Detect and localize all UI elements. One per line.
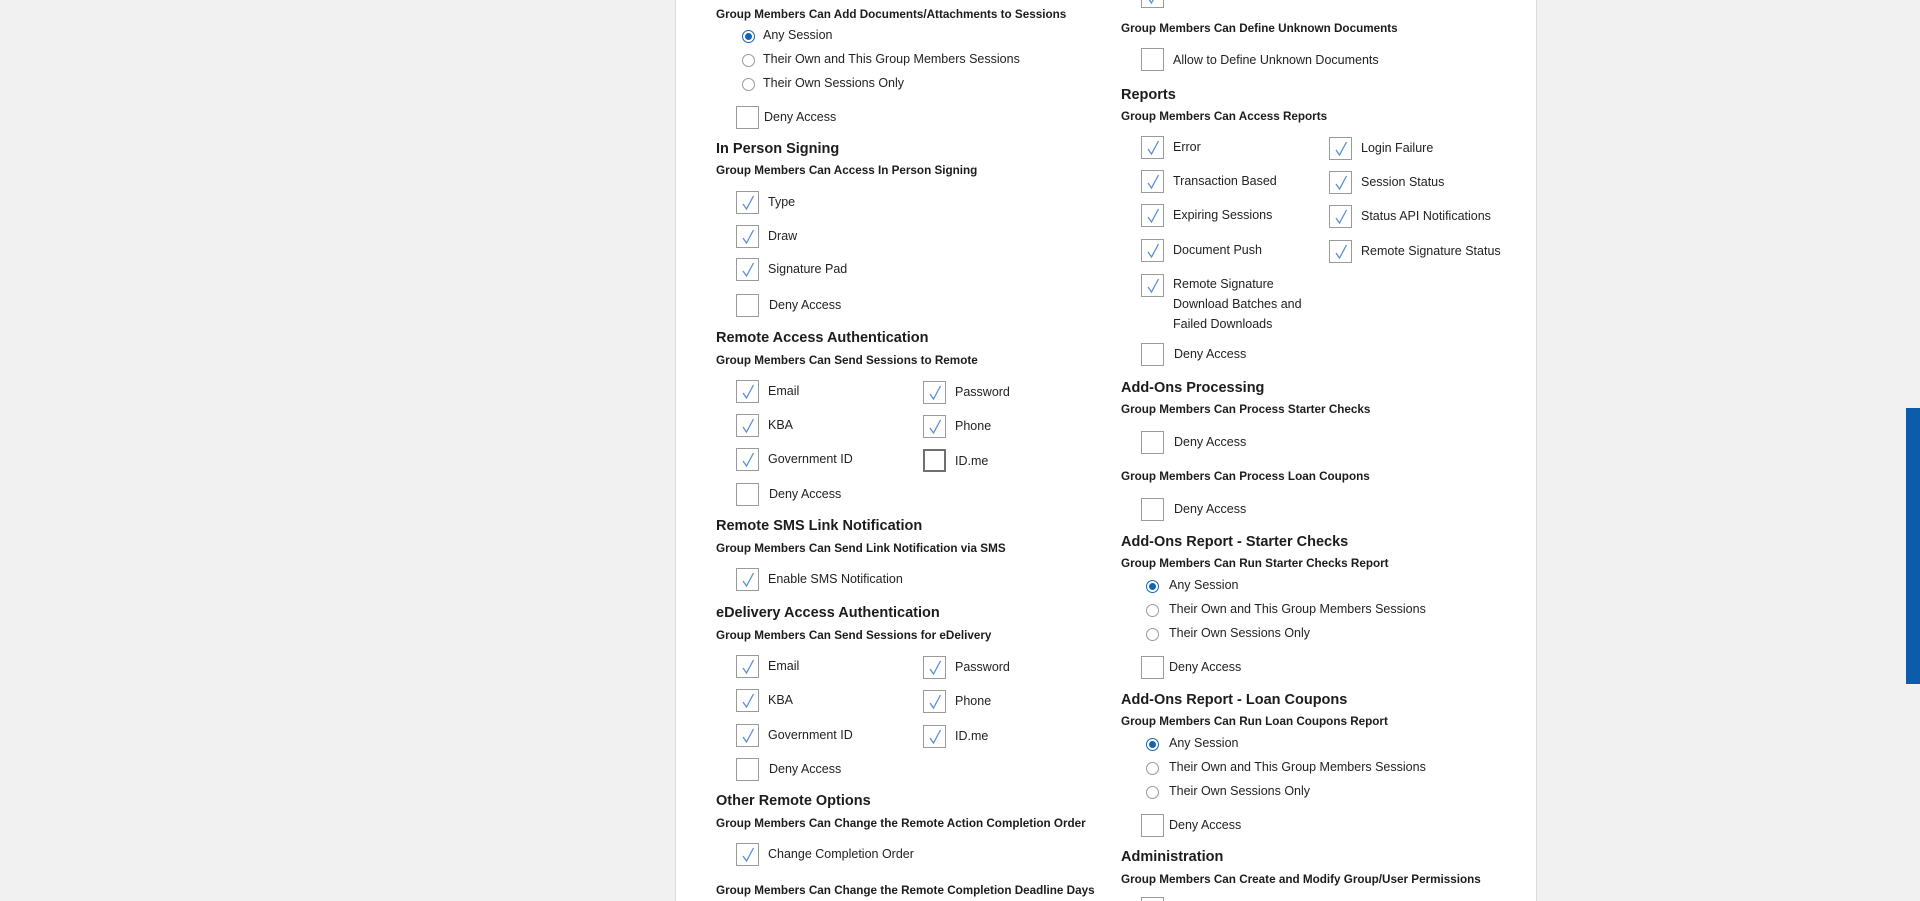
inperson-type-checkbox[interactable] — [736, 191, 759, 214]
checkmark-icon — [741, 659, 755, 675]
sms-heading: Remote SMS Link Notification — [716, 518, 923, 534]
edelivery-password-checkbox[interactable] — [923, 656, 946, 679]
checkmark-icon — [741, 452, 755, 468]
edelivery-email-label: Email — [768, 659, 800, 673]
remote-auth-government-id-label: Government ID — [768, 452, 853, 466]
checkmark-icon — [741, 728, 755, 744]
checkmark-icon — [741, 262, 755, 278]
starter-radio-any[interactable] — [1146, 580, 1159, 593]
checkmark-icon — [741, 847, 755, 863]
edelivery-kba-checkbox[interactable] — [736, 689, 759, 712]
checkmark-icon — [928, 729, 942, 745]
documents-deny-checkbox[interactable] — [736, 106, 759, 129]
remote-auth-government-id-checkbox[interactable] — [736, 448, 759, 471]
addons-starter-subheading: Group Members Can Process Starter Checks — [1121, 403, 1371, 416]
reports-deny-label: Deny Access — [1174, 347, 1247, 361]
inperson-signature-pad-checkbox[interactable] — [736, 258, 759, 281]
remote-auth-heading: Remote Access Authentication — [716, 330, 929, 346]
unknown-docs-checkbox[interactable] — [1141, 48, 1164, 71]
loan-radio-own[interactable] — [1146, 786, 1159, 799]
inperson-deny-checkbox[interactable] — [736, 294, 759, 317]
report-login-failure-label: Login Failure — [1361, 141, 1434, 155]
remote-auth-password-label: Password — [955, 385, 1010, 399]
reports-heading: Reports — [1121, 87, 1176, 103]
checkmark-icon — [928, 660, 942, 676]
checkmark-icon — [1334, 141, 1348, 157]
checkmark-icon — [1146, 174, 1160, 190]
report-status-api-checkbox[interactable] — [1329, 205, 1352, 228]
checkmark-icon — [1146, 278, 1160, 294]
edelivery-government-id-label: Government ID — [768, 728, 853, 742]
starter-radio-own-label: Their Own Sessions Only — [1169, 626, 1311, 640]
documents-radio-any[interactable] — [742, 30, 755, 43]
report-transaction-label: Transaction Based — [1173, 174, 1277, 188]
report-document-push-checkbox[interactable] — [1141, 239, 1164, 262]
remote-auth-password-checkbox[interactable] — [923, 381, 946, 404]
administration-partial-checkbox[interactable] — [1141, 897, 1164, 901]
remote-auth-phone-checkbox[interactable] — [923, 415, 946, 438]
remote-auth-kba-checkbox[interactable] — [736, 414, 759, 437]
loan-deny-checkbox[interactable] — [1141, 814, 1164, 837]
edelivery-government-id-checkbox[interactable] — [736, 724, 759, 747]
loan-deny-label: Deny Access — [1169, 818, 1242, 832]
report-error-checkbox[interactable] — [1141, 136, 1164, 159]
documents-radio-own-group[interactable] — [742, 54, 755, 67]
checkmark-icon — [1146, 140, 1160, 156]
other-remote-heading: Other Remote Options — [716, 793, 871, 809]
edelivery-kba-label: KBA — [768, 693, 794, 707]
change-completion-order-label: Change Completion Order — [768, 847, 914, 861]
inperson-draw-label: Draw — [768, 229, 798, 243]
unknown-docs-label: Allow to Define Unknown Documents — [1173, 53, 1379, 67]
documents-radio-own-label: Their Own Sessions Only — [763, 76, 905, 90]
sms-enable-checkbox[interactable] — [736, 568, 759, 591]
documents-radio-any-label: Any Session — [763, 28, 833, 42]
addons-processing-heading: Add-Ons Processing — [1121, 380, 1265, 396]
permissions-panel — [675, 0, 1537, 901]
checkmark-icon — [1146, 208, 1160, 224]
report-status-api-label: Status API Notifications — [1361, 209, 1491, 223]
change-completion-order-checkbox[interactable] — [736, 843, 759, 866]
report-session-status-checkbox[interactable] — [1329, 171, 1352, 194]
inperson-type-label: Type — [768, 195, 796, 209]
checkmark-icon — [928, 385, 942, 401]
checkmark-icon — [1146, 243, 1160, 259]
loan-radio-any[interactable] — [1146, 738, 1159, 751]
report-expiring-label: Expiring Sessions — [1173, 208, 1273, 222]
checkmark-icon — [741, 195, 755, 211]
starter-deny-label: Deny Access — [1169, 660, 1242, 674]
report-remote-signature-status-checkbox[interactable] — [1329, 240, 1352, 263]
reports-subheading: Group Members Can Access Reports — [1121, 110, 1328, 123]
edelivery-heading: eDelivery Access Authentication — [716, 605, 940, 621]
edelivery-idme-checkbox[interactable] — [923, 725, 946, 748]
remote-auth-deny-label: Deny Access — [769, 487, 842, 501]
checkmark-icon — [1334, 175, 1348, 191]
documents-subheading: Group Members Can Add Documents/Attachments to Sessions — [716, 8, 1067, 21]
addons-loan-deny-checkbox[interactable] — [1141, 498, 1164, 521]
addons-starter-deny-checkbox[interactable] — [1141, 431, 1164, 454]
starter-report-heading: Add-Ons Report - Starter Checks — [1121, 534, 1349, 550]
report-transaction-checkbox[interactable] — [1141, 170, 1164, 193]
loan-radio-own-group-label: Their Own and This Group Members Sessions — [1169, 760, 1426, 774]
documents-radio-own[interactable] — [742, 78, 755, 91]
starter-deny-checkbox[interactable] — [1141, 656, 1164, 679]
report-login-failure-checkbox[interactable] — [1329, 137, 1352, 160]
starter-radio-own-group-label: Their Own and This Group Members Sessions — [1169, 602, 1426, 616]
edelivery-phone-label: Phone — [955, 694, 992, 708]
loan-radio-any-label: Any Session — [1169, 736, 1239, 750]
sms-subheading: Group Members Can Send Link Notification via SMS — [716, 542, 1006, 555]
remote-auth-idme-checkbox[interactable] — [923, 449, 946, 472]
partial-checkbox-top[interactable] — [1141, 0, 1164, 8]
edelivery-subheading: Group Members Can Send Sessions for eDelivery — [716, 629, 992, 642]
edelivery-deny-checkbox[interactable] — [736, 758, 759, 781]
checkmark-icon — [741, 693, 755, 709]
other-remote-subheading: Group Members Can Change the Remote Action Completion Order — [716, 817, 1086, 830]
loan-radio-own-label: Their Own Sessions Only — [1169, 784, 1311, 798]
edelivery-deny-label: Deny Access — [769, 762, 842, 776]
checkmark-icon — [928, 419, 942, 435]
sms-enable-label: Enable SMS Notification — [768, 572, 903, 586]
inperson-subheading: Group Members Can Access In Person Signing — [716, 164, 978, 177]
starter-radio-any-label: Any Session — [1169, 578, 1239, 592]
starter-radio-own-group[interactable] — [1146, 604, 1159, 617]
remote-auth-subheading: Group Members Can Send Sessions to Remote — [716, 354, 978, 367]
starter-radio-own[interactable] — [1146, 628, 1159, 641]
edelivery-email-checkbox[interactable] — [736, 655, 759, 678]
checkmark-icon — [1334, 244, 1348, 260]
inperson-heading: In Person Signing — [716, 141, 840, 157]
report-remote-signature-download-checkbox[interactable] — [1141, 274, 1164, 297]
remote-auth-deny-checkbox[interactable] — [736, 483, 759, 506]
remote-auth-idme-label: ID.me — [955, 454, 989, 468]
documents-deny-label: Deny Access — [764, 110, 837, 124]
loan-report-subheading: Group Members Can Run Loan Coupons Report — [1121, 715, 1388, 728]
edelivery-phone-checkbox[interactable] — [923, 690, 946, 713]
checkmark-icon — [741, 229, 755, 245]
report-remote-signature-download-label: Remote Signature Download Batches and Failed Downloads — [1173, 277, 1302, 331]
unknown-docs-subheading: Group Members Can Define Unknown Documents — [1121, 22, 1398, 35]
remote-auth-email-label: Email — [768, 384, 800, 398]
edelivery-idme-label: ID.me — [955, 729, 989, 743]
starter-report-subheading: Group Members Can Run Starter Checks Report — [1121, 557, 1389, 570]
edelivery-password-label: Password — [955, 660, 1010, 674]
checkmark-icon — [1334, 209, 1348, 225]
documents-radio-own-group-label: Their Own and This Group Members Sessions — [763, 52, 1020, 66]
deadline-days-subheading: Group Members Can Change the Remote Completion Deadline Days — [716, 884, 1095, 897]
addons-loan-subheading: Group Members Can Process Loan Coupons — [1121, 470, 1370, 483]
scrollbar-thumb[interactable] — [1906, 408, 1920, 684]
remote-auth-kba-label: KBA — [768, 418, 794, 432]
addons-starter-deny-label: Deny Access — [1174, 435, 1247, 449]
remote-auth-email-checkbox[interactable] — [736, 380, 759, 403]
reports-deny-checkbox[interactable] — [1141, 343, 1164, 366]
report-document-push-label: Document Push — [1173, 243, 1262, 257]
checkmark-icon — [928, 694, 942, 710]
checkmark-icon — [741, 384, 755, 400]
checkmark-icon — [741, 572, 755, 588]
report-expiring-checkbox[interactable] — [1141, 204, 1164, 227]
loan-radio-own-group[interactable] — [1146, 762, 1159, 775]
administration-heading: Administration — [1121, 849, 1224, 865]
inperson-signature-pad-label: Signature Pad — [768, 262, 848, 276]
remote-auth-phone-label: Phone — [955, 419, 992, 433]
report-error-label: Error — [1173, 140, 1201, 154]
addons-loan-deny-label: Deny Access — [1174, 502, 1247, 516]
checkmark-icon — [1146, 0, 1160, 5]
loan-report-heading: Add-Ons Report - Loan Coupons — [1121, 692, 1348, 708]
report-remote-signature-status-label: Remote Signature Status — [1361, 244, 1501, 258]
inperson-deny-label: Deny Access — [769, 298, 842, 312]
inperson-draw-checkbox[interactable] — [736, 225, 759, 248]
checkmark-icon — [741, 418, 755, 434]
administration-subheading: Group Members Can Create and Modify Group/User Permissions — [1121, 873, 1481, 886]
report-session-status-label: Session Status — [1361, 175, 1445, 189]
